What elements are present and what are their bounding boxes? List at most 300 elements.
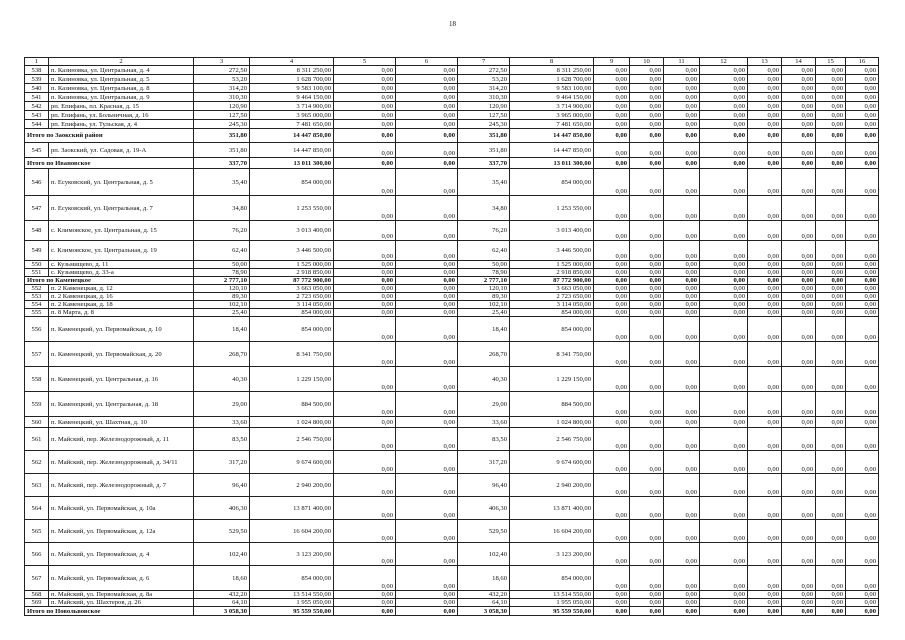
value-cell: 314,20 xyxy=(458,84,510,93)
value-cell: 0,00 xyxy=(630,342,664,367)
value-cell: 0,00 xyxy=(396,241,458,261)
value-cell: 0,00 xyxy=(664,93,700,102)
subtotal-cell: 0,00 xyxy=(782,607,816,616)
value-cell: 8 341 750,00 xyxy=(250,342,334,367)
value-cell: 314,20 xyxy=(194,84,250,93)
value-cell: 3 446 500,00 xyxy=(250,241,334,261)
value-cell: 0,00 xyxy=(594,169,630,196)
value-cell: 62,40 xyxy=(194,241,250,261)
value-cell: 0,00 xyxy=(334,269,396,277)
value-cell: 0,00 xyxy=(846,497,879,520)
row-number: 563 xyxy=(25,474,49,497)
value-cell: 0,00 xyxy=(816,317,846,342)
value-cell: 16 604 200,00 xyxy=(510,520,594,543)
value-cell: 854 000,00 xyxy=(510,317,594,342)
value-cell: 0,00 xyxy=(816,309,846,317)
subtotal-cell: 0,00 xyxy=(700,607,748,616)
value-cell: 0,00 xyxy=(846,143,879,158)
subtotal-cell: 0,00 xyxy=(594,277,630,285)
address-cell: п. 2 Каменецкая, д. 18 xyxy=(49,301,194,309)
value-cell: 0,00 xyxy=(846,367,879,392)
value-cell: 13 514 550,00 xyxy=(510,591,594,599)
subtotal-cell: 0,00 xyxy=(664,158,700,169)
value-cell: 0,00 xyxy=(334,111,396,120)
value-cell: 3 114 050,00 xyxy=(510,301,594,309)
value-cell: 2 723 650,00 xyxy=(510,293,594,301)
row-number: 548 xyxy=(25,221,49,241)
value-cell: 96,40 xyxy=(458,474,510,497)
row-number: 542 xyxy=(25,102,49,111)
table-row xyxy=(25,417,879,428)
value-cell: 0,00 xyxy=(782,474,816,497)
value-cell: 0,00 xyxy=(630,269,664,277)
value-cell: 0,00 xyxy=(594,309,630,317)
value-cell: 3 965 000,00 xyxy=(250,111,334,120)
value-cell: 854 000,00 xyxy=(250,169,334,196)
value-cell: 120,10 xyxy=(458,285,510,293)
value-cell: 0,00 xyxy=(782,317,816,342)
table-row xyxy=(25,66,879,75)
value-cell: 0,00 xyxy=(816,451,846,474)
value-cell: 0,00 xyxy=(334,451,396,474)
subtotal-cell: 0,00 xyxy=(748,158,782,169)
value-cell: 2 546 750,00 xyxy=(510,428,594,451)
subtotal-cell: 95 559 550,00 xyxy=(250,607,334,616)
address-cell: п. Майский, ул. Первомайская, д. 12а xyxy=(49,520,194,543)
value-cell: 0,00 xyxy=(396,301,458,309)
value-cell: 0,00 xyxy=(664,591,700,599)
value-cell: 0,00 xyxy=(334,66,396,75)
address-cell: п. Казиновка, ул. Центральная, д. 8 xyxy=(49,84,194,93)
value-cell: 0,00 xyxy=(816,111,846,120)
row-number: 553 xyxy=(25,293,49,301)
subtotal-cell: 0,00 xyxy=(846,277,879,285)
value-cell: 0,00 xyxy=(748,591,782,599)
table-row xyxy=(25,428,879,451)
value-cell: 64,10 xyxy=(458,599,510,607)
value-cell: 0,00 xyxy=(630,309,664,317)
value-cell: 0,00 xyxy=(594,543,630,566)
value-cell: 0,00 xyxy=(782,143,816,158)
value-cell: 0,00 xyxy=(748,75,782,84)
value-cell: 0,00 xyxy=(334,143,396,158)
value-cell: 0,00 xyxy=(334,367,396,392)
value-cell: 35,40 xyxy=(194,169,250,196)
row-number: 551 xyxy=(25,269,49,277)
value-cell: 1 229 150,00 xyxy=(250,367,334,392)
value-cell: 0,00 xyxy=(700,196,748,221)
value-cell: 18,60 xyxy=(458,566,510,591)
value-cell: 18,40 xyxy=(458,317,510,342)
value-cell: 0,00 xyxy=(396,221,458,241)
subtotal-cell: 0,00 xyxy=(700,158,748,169)
value-cell: 3 714 900,00 xyxy=(250,102,334,111)
value-cell: 272,50 xyxy=(194,66,250,75)
subtotal-cell: 0,00 xyxy=(594,158,630,169)
value-cell: 0,00 xyxy=(630,591,664,599)
value-cell: 7 481 650,00 xyxy=(250,120,334,129)
value-cell: 0,00 xyxy=(664,599,700,607)
value-cell: 0,00 xyxy=(594,599,630,607)
value-cell: 0,00 xyxy=(700,169,748,196)
subtotal-cell: 3 058,30 xyxy=(458,607,510,616)
value-cell: 0,00 xyxy=(664,84,700,93)
subtotal-cell: 95 559 550,00 xyxy=(510,607,594,616)
value-cell: 0,00 xyxy=(630,392,664,417)
subtotal-cell: 0,00 xyxy=(396,277,458,285)
value-cell: 0,00 xyxy=(396,317,458,342)
value-cell: 83,50 xyxy=(194,428,250,451)
value-cell: 0,00 xyxy=(748,392,782,417)
value-cell: 0,00 xyxy=(782,520,816,543)
value-cell: 0,00 xyxy=(334,301,396,309)
value-cell: 0,00 xyxy=(700,497,748,520)
value-cell: 0,00 xyxy=(594,269,630,277)
value-cell: 0,00 xyxy=(664,120,700,129)
value-cell: 50,00 xyxy=(458,261,510,269)
value-cell: 0,00 xyxy=(748,474,782,497)
value-cell: 64,10 xyxy=(194,599,250,607)
value-cell: 2 940 200,00 xyxy=(250,474,334,497)
column-number: 6 xyxy=(396,58,458,66)
value-cell: 268,70 xyxy=(194,342,250,367)
value-cell: 0,00 xyxy=(816,269,846,277)
subtotal-cell: 0,00 xyxy=(748,277,782,285)
value-cell: 102,40 xyxy=(458,543,510,566)
value-cell: 14 447 850,00 xyxy=(510,143,594,158)
value-cell: 0,00 xyxy=(594,417,630,428)
subtotal-row xyxy=(25,129,879,143)
subtotal-cell: 0,00 xyxy=(594,129,630,143)
value-cell: 0,00 xyxy=(334,520,396,543)
value-cell: 0,00 xyxy=(396,84,458,93)
subtotal-cell: 13 011 300,00 xyxy=(250,158,334,169)
value-cell: 0,00 xyxy=(700,102,748,111)
value-cell: 1 253 550,00 xyxy=(510,196,594,221)
value-cell: 0,00 xyxy=(700,120,748,129)
value-cell: 0,00 xyxy=(630,497,664,520)
value-cell: 0,00 xyxy=(396,102,458,111)
value-cell: 854 000,00 xyxy=(250,566,334,591)
table-row xyxy=(25,520,879,543)
value-cell: 2 723 650,00 xyxy=(250,293,334,301)
value-cell: 0,00 xyxy=(782,417,816,428)
row-number: 546 xyxy=(25,169,49,196)
value-cell: 854 000,00 xyxy=(250,317,334,342)
value-cell: 0,00 xyxy=(630,66,664,75)
address-cell: рп. Епифань, пл. Красная, д. 15 xyxy=(49,102,194,111)
value-cell: 0,00 xyxy=(630,241,664,261)
value-cell: 0,00 xyxy=(664,66,700,75)
value-cell: 0,00 xyxy=(748,261,782,269)
value-cell: 0,00 xyxy=(816,591,846,599)
value-cell: 0,00 xyxy=(816,428,846,451)
value-cell: 0,00 xyxy=(748,497,782,520)
address-cell: п. Майский, ул. Первомайская, д. 8а xyxy=(49,591,194,599)
value-cell: 0,00 xyxy=(748,102,782,111)
column-number: 9 xyxy=(594,58,630,66)
value-cell: 25,40 xyxy=(458,309,510,317)
value-cell: 0,00 xyxy=(396,428,458,451)
table-row xyxy=(25,497,879,520)
value-cell: 0,00 xyxy=(664,543,700,566)
value-cell: 0,00 xyxy=(334,84,396,93)
value-cell: 89,30 xyxy=(194,293,250,301)
value-cell: 0,00 xyxy=(700,392,748,417)
value-cell: 0,00 xyxy=(594,342,630,367)
value-cell: 0,00 xyxy=(846,169,879,196)
row-number: 565 xyxy=(25,520,49,543)
value-cell: 0,00 xyxy=(816,102,846,111)
row-number: 564 xyxy=(25,497,49,520)
value-cell: 0,00 xyxy=(396,285,458,293)
row-number: 568 xyxy=(25,591,49,599)
value-cell: 0,00 xyxy=(630,417,664,428)
value-cell: 0,00 xyxy=(846,285,879,293)
value-cell: 0,00 xyxy=(846,342,879,367)
value-cell: 0,00 xyxy=(334,474,396,497)
subtotal-cell: 0,00 xyxy=(816,129,846,143)
value-cell: 0,00 xyxy=(630,520,664,543)
address-cell: п. Майский, пер. Железнодорожный, д. 7 xyxy=(49,474,194,497)
value-cell: 0,00 xyxy=(700,285,748,293)
subtotal-cell: 0,00 xyxy=(334,607,396,616)
value-cell: 0,00 xyxy=(816,169,846,196)
column-number-row xyxy=(25,58,879,66)
table-row xyxy=(25,93,879,102)
value-cell: 0,00 xyxy=(748,566,782,591)
address-cell: п. Каменецкий, ул. Шахтная, д. 10 xyxy=(49,417,194,428)
value-cell: 0,00 xyxy=(700,342,748,367)
value-cell: 0,00 xyxy=(700,417,748,428)
value-cell: 0,00 xyxy=(782,269,816,277)
value-cell: 0,00 xyxy=(594,120,630,129)
subtotal-cell: 337,70 xyxy=(194,158,250,169)
value-cell: 0,00 xyxy=(594,566,630,591)
address-cell: п. 2 Каменецкая, д. 16 xyxy=(49,293,194,301)
value-cell: 1 955 050,00 xyxy=(250,599,334,607)
value-cell: 0,00 xyxy=(782,111,816,120)
value-cell: 9 674 600,00 xyxy=(250,451,334,474)
value-cell: 102,10 xyxy=(194,301,250,309)
value-cell: 0,00 xyxy=(664,285,700,293)
value-cell: 0,00 xyxy=(748,301,782,309)
value-cell: 0,00 xyxy=(816,285,846,293)
value-cell: 0,00 xyxy=(748,93,782,102)
value-cell: 0,00 xyxy=(700,566,748,591)
value-cell: 0,00 xyxy=(700,474,748,497)
row-number: 561 xyxy=(25,428,49,451)
value-cell: 0,00 xyxy=(664,367,700,392)
value-cell: 0,00 xyxy=(594,66,630,75)
value-cell: 0,00 xyxy=(816,301,846,309)
value-cell: 0,00 xyxy=(748,111,782,120)
value-cell: 0,00 xyxy=(748,269,782,277)
value-cell: 7 481 650,00 xyxy=(510,120,594,129)
subtotal-cell: 0,00 xyxy=(396,129,458,143)
row-number: 560 xyxy=(25,417,49,428)
row-number: 555 xyxy=(25,309,49,317)
value-cell: 0,00 xyxy=(816,75,846,84)
value-cell: 0,00 xyxy=(396,93,458,102)
table-row xyxy=(25,241,879,261)
address-cell: п. Каменецкий, ул. Первомайская, д. 20 xyxy=(49,342,194,367)
value-cell: 0,00 xyxy=(846,111,879,120)
value-cell: 0,00 xyxy=(748,342,782,367)
column-number: 1 xyxy=(25,58,49,66)
value-cell: 854 000,00 xyxy=(510,309,594,317)
value-cell: 0,00 xyxy=(846,120,879,129)
value-cell: 884 500,00 xyxy=(510,392,594,417)
value-cell: 1 253 550,00 xyxy=(250,196,334,221)
value-cell: 127,50 xyxy=(194,111,250,120)
column-number: 3 xyxy=(194,58,250,66)
address-cell: п. Майский, ул. Первомайская, д. 6 xyxy=(49,566,194,591)
value-cell: 0,00 xyxy=(846,93,879,102)
value-cell: 96,40 xyxy=(194,474,250,497)
value-cell: 120,10 xyxy=(194,285,250,293)
value-cell: 310,30 xyxy=(458,93,510,102)
data-table xyxy=(24,57,879,616)
value-cell: 0,00 xyxy=(846,269,879,277)
column-number: 13 xyxy=(748,58,782,66)
table-row xyxy=(25,342,879,367)
subtotal-cell: 0,00 xyxy=(846,158,879,169)
value-cell: 0,00 xyxy=(700,317,748,342)
table-row xyxy=(25,591,879,599)
value-cell: 0,00 xyxy=(664,261,700,269)
value-cell: 0,00 xyxy=(594,520,630,543)
value-cell: 0,00 xyxy=(334,417,396,428)
address-cell: п. Майский, ул. Первомайская, д. 4 xyxy=(49,543,194,566)
value-cell: 0,00 xyxy=(396,261,458,269)
value-cell: 0,00 xyxy=(846,196,879,221)
row-number: 554 xyxy=(25,301,49,309)
value-cell: 854 000,00 xyxy=(510,566,594,591)
value-cell: 0,00 xyxy=(816,261,846,269)
subtotal-cell: 14 447 850,00 xyxy=(250,129,334,143)
value-cell: 0,00 xyxy=(334,293,396,301)
value-cell: 9 464 150,00 xyxy=(250,93,334,102)
value-cell: 0,00 xyxy=(846,520,879,543)
value-cell: 0,00 xyxy=(816,293,846,301)
subtotal-cell: 0,00 xyxy=(630,607,664,616)
value-cell: 0,00 xyxy=(396,451,458,474)
value-cell: 0,00 xyxy=(846,84,879,93)
value-cell: 8 311 250,00 xyxy=(510,66,594,75)
subtotal-cell: 0,00 xyxy=(630,158,664,169)
value-cell: 272,50 xyxy=(458,66,510,75)
value-cell: 0,00 xyxy=(782,285,816,293)
value-cell: 0,00 xyxy=(594,428,630,451)
row-number: 544 xyxy=(25,120,49,129)
column-number: 14 xyxy=(782,58,816,66)
value-cell: 0,00 xyxy=(782,102,816,111)
value-cell: 0,00 xyxy=(630,293,664,301)
value-cell: 0,00 xyxy=(594,261,630,269)
value-cell: 0,00 xyxy=(664,566,700,591)
value-cell: 1 229 150,00 xyxy=(510,367,594,392)
value-cell: 18,40 xyxy=(194,317,250,342)
value-cell: 18,60 xyxy=(194,566,250,591)
subtotal-cell: 351,80 xyxy=(194,129,250,143)
value-cell: 0,00 xyxy=(594,367,630,392)
value-cell: 0,00 xyxy=(700,543,748,566)
value-cell: 0,00 xyxy=(594,317,630,342)
value-cell: 0,00 xyxy=(594,143,630,158)
value-cell: 102,10 xyxy=(458,301,510,309)
value-cell: 0,00 xyxy=(816,417,846,428)
address-cell: с. Кузьмищево, д. 33-а xyxy=(49,269,194,277)
value-cell: 317,20 xyxy=(458,451,510,474)
value-cell: 2 918 850,00 xyxy=(250,269,334,277)
value-cell: 0,00 xyxy=(664,143,700,158)
value-cell: 0,00 xyxy=(594,474,630,497)
value-cell: 0,00 xyxy=(594,301,630,309)
address-cell: п. Казиновка, ул. Центральная, д. 9 xyxy=(49,93,194,102)
value-cell: 0,00 xyxy=(334,599,396,607)
value-cell: 0,00 xyxy=(816,221,846,241)
value-cell: 3 663 050,00 xyxy=(250,285,334,293)
value-cell: 0,00 xyxy=(594,84,630,93)
row-number: 547 xyxy=(25,196,49,221)
value-cell: 89,30 xyxy=(458,293,510,301)
value-cell: 0,00 xyxy=(334,169,396,196)
address-cell: рп. Епифань, ул. Больничная, д. 16 xyxy=(49,111,194,120)
subtotal-label: Итого по Каменецкое xyxy=(25,277,194,285)
table-row xyxy=(25,196,879,221)
value-cell: 0,00 xyxy=(700,75,748,84)
subtotal-cell: 87 772 900,00 xyxy=(250,277,334,285)
subtotal-cell: 0,00 xyxy=(748,607,782,616)
value-cell: 29,00 xyxy=(458,392,510,417)
value-cell: 0,00 xyxy=(700,221,748,241)
value-cell: 0,00 xyxy=(816,120,846,129)
value-cell: 0,00 xyxy=(396,543,458,566)
value-cell: 0,00 xyxy=(630,84,664,93)
value-cell: 529,50 xyxy=(458,520,510,543)
value-cell: 0,00 xyxy=(630,102,664,111)
value-cell: 406,30 xyxy=(194,497,250,520)
value-cell: 0,00 xyxy=(334,102,396,111)
value-cell: 0,00 xyxy=(846,75,879,84)
value-cell: 50,00 xyxy=(194,261,250,269)
value-cell: 0,00 xyxy=(782,543,816,566)
value-cell: 0,00 xyxy=(594,241,630,261)
value-cell: 1 955 050,00 xyxy=(510,599,594,607)
value-cell: 13 514 550,00 xyxy=(250,591,334,599)
subtotal-cell: 0,00 xyxy=(782,277,816,285)
value-cell: 0,00 xyxy=(396,196,458,221)
value-cell: 14 447 850,00 xyxy=(250,143,334,158)
value-cell: 0,00 xyxy=(846,417,879,428)
value-cell: 0,00 xyxy=(334,591,396,599)
value-cell: 0,00 xyxy=(664,75,700,84)
subtotal-cell: 337,70 xyxy=(458,158,510,169)
subtotal-label: Итого по Новольвовское xyxy=(25,607,194,616)
value-cell: 76,20 xyxy=(194,221,250,241)
subtotal-label: Итого по Ивановское xyxy=(25,158,194,169)
value-cell: 1 024 800,00 xyxy=(510,417,594,428)
value-cell: 0,00 xyxy=(630,317,664,342)
value-cell: 3 123 200,00 xyxy=(510,543,594,566)
value-cell: 0,00 xyxy=(700,367,748,392)
value-cell: 0,00 xyxy=(816,93,846,102)
subtotal-cell: 0,00 xyxy=(816,607,846,616)
value-cell: 0,00 xyxy=(846,102,879,111)
subtotal-row xyxy=(25,277,879,285)
value-cell: 0,00 xyxy=(782,169,816,196)
